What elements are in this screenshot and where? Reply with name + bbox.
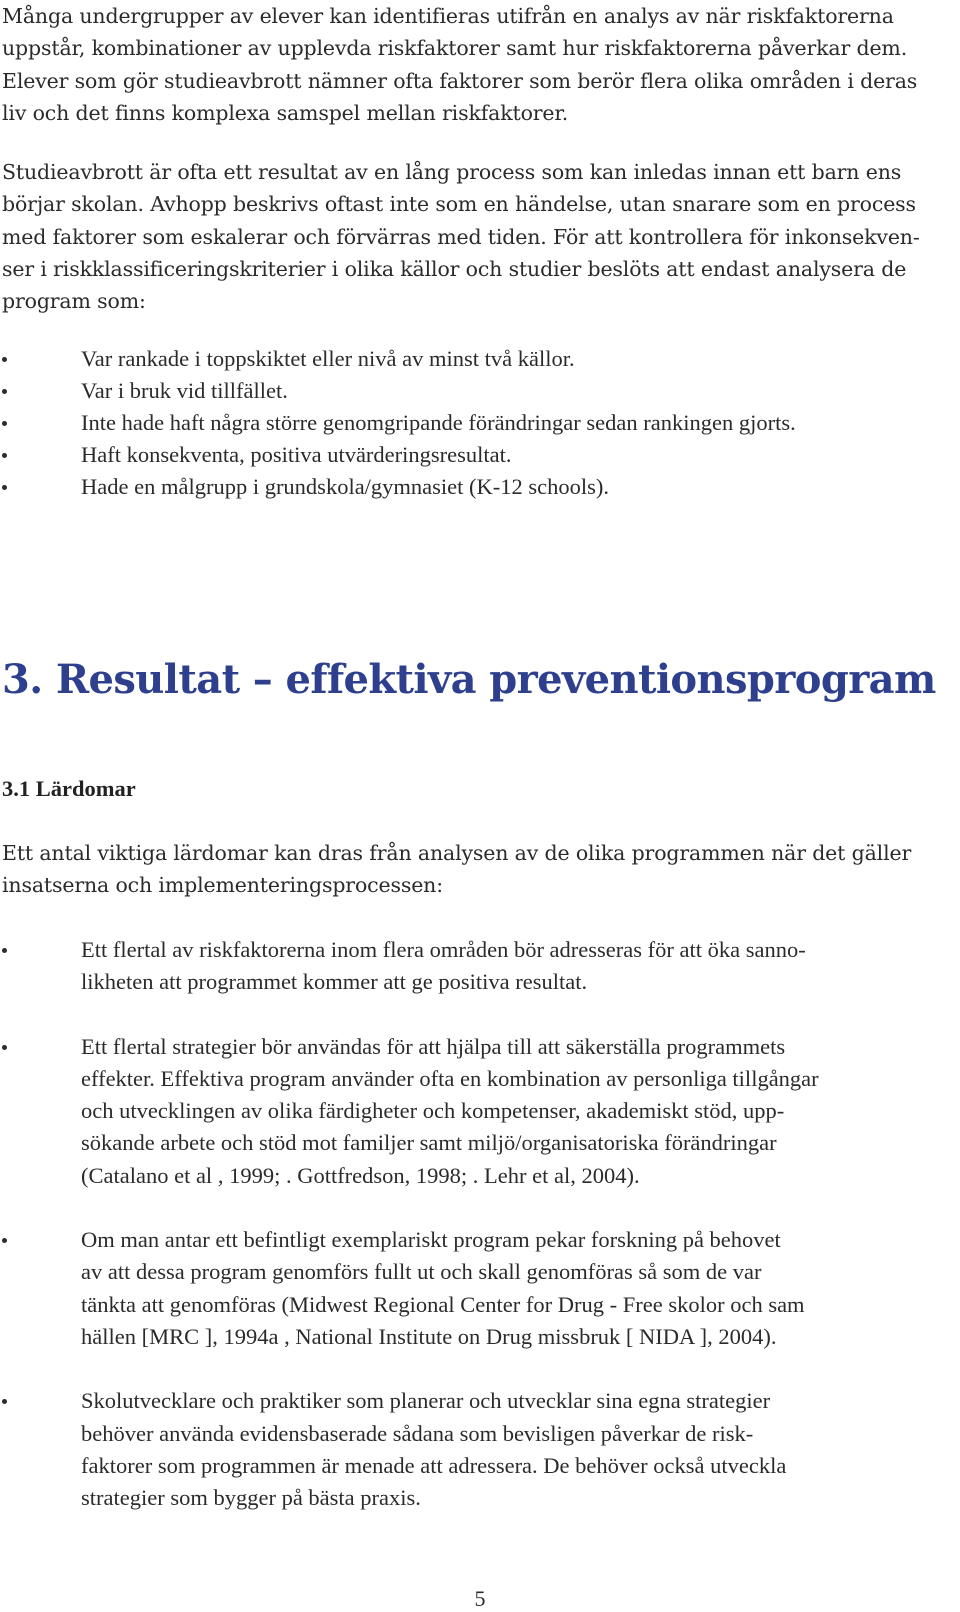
criteria-item: Inte hade haft några större genomgripande förändringar sedan rankingen gjorts. bbox=[0, 407, 955, 439]
intro-paragraph: Många undergrupper av elever kan identifieras utifrån en analys av när riskfaktorerna uppstår, kombinationer av upplevda riskfaktorer samt hur riskfaktorerna påverkar dem. Elever som gör studieavbrott nämner ofta faktorer som berör flera olika områden i deras liv och det finns komplexa samspel mellan riskfaktorer. bbox=[2, 4, 918, 125]
subsection-heading: 3.1 Lärdomar bbox=[2, 776, 136, 801]
criteria-item: Haft konsekventa, positiva utvärderingsresultat. bbox=[0, 439, 955, 471]
criteria-item: Hade en målgrupp i grundskola/gymnasiet (K-12 schools). bbox=[0, 471, 955, 503]
criteria-list bbox=[0, 343, 955, 503]
bullet-icon bbox=[2, 1238, 7, 1243]
bullet-icon bbox=[2, 1045, 7, 1050]
page-number: 5 bbox=[474, 1586, 486, 1611]
criteria-item: Var rankade i toppskiktet eller nivå av minst två källor. bbox=[0, 343, 955, 375]
lessons-list bbox=[0, 934, 955, 1514]
bullet-icon bbox=[2, 948, 7, 953]
bullet-icon bbox=[2, 1399, 7, 1404]
lesson-item: Om man antar ett befintligt exemplariskt program pekar forskning på behovet av att dessa program genomförs fullt ut och skall genomföras så som de var tänkta att genomföras (Midwest Regional Center for Drug - Free skolor och sam hällen [MRC ], 1994a , National Institute on Drug missbruk [ NIDA ], 2004). bbox=[0, 1224, 955, 1353]
bullet-icon bbox=[2, 421, 7, 426]
lesson-item: Ett flertal strategier bör användas för att hjälpa till att säkerställa programmets effekter. Effektiva program använder ofta en kombination av personliga tillgångar och utvecklingen av olika färdigheter och kompetenser, akademiskt stöd, upp- sökande arbete och stöd mot familjer samt miljö/organisatoriska förändringar (Catalano et al , 1999; . Gottfredson, 1998; . Lehr et al, 2004). bbox=[0, 1031, 955, 1192]
bullet-icon bbox=[2, 389, 7, 394]
process-paragraph: Studieavbrott är ofta ett resultat av en lång process som kan inledas innan ett barn ens börjar skolan. Avhopp beskrivs oftast inte som en händelse, utan snarare som en process med faktorer som eskalerar och förvärras med tiden. För att kontrollera för inkonsekven-ser i riskklassificeringskriterier i olika källor och studier beslöts att endast analysera de program som: bbox=[2, 160, 920, 314]
criteria-item: Var i bruk vid tillfället. bbox=[0, 375, 955, 407]
lesson-item: Ett flertal av riskfaktorerna inom flera områden bör adresseras för att öka sanno- likheten att programmet kommer att ge positiva resultat. bbox=[0, 934, 955, 999]
lesson-item: Skolutvecklare och praktiker som planerar och utvecklar sina egna strategier behöver använda evidensbaserade sådana som bevisligen påverkar de risk- faktorer som programmen är menade att adressera. De behöver också utveckla strategier som bygger på bästa praxis. bbox=[0, 1385, 955, 1514]
lessons-intro: Ett antal viktiga lärdomar kan dras från analysen av de olika programmen när det gäller insatserna och implementeringsprocessen: bbox=[2, 841, 912, 898]
section-heading: 3. Resultat – effektiva preventionsprogram bbox=[2, 656, 936, 703]
bullet-icon bbox=[2, 453, 7, 458]
bullet-icon bbox=[2, 357, 7, 362]
bullet-icon bbox=[2, 485, 7, 490]
